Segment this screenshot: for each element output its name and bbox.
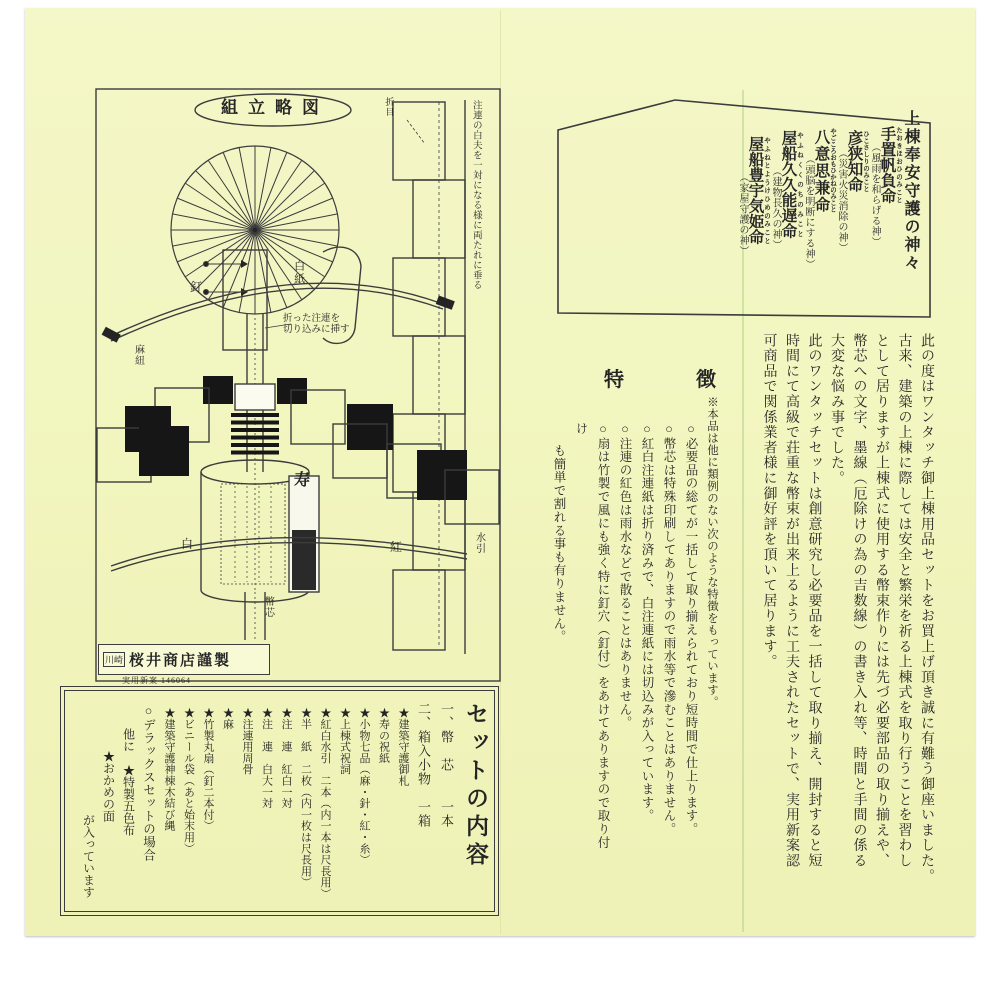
mizuhiki-label: 水引 bbox=[473, 532, 485, 554]
intro-column: として居りますが上棟式に使用する幣束作りには先づ必要部品の取り揃えや、 bbox=[874, 333, 889, 869]
deity-desc: （頭脳を明断にする神） bbox=[803, 154, 814, 270]
deity-name bbox=[813, 104, 836, 310]
contents-item: ★麻 bbox=[221, 707, 234, 730]
contents-item: ★建築守護御札 bbox=[397, 707, 409, 787]
nail-arrows bbox=[204, 260, 249, 296]
heishin-label: 幣芯 bbox=[262, 596, 274, 618]
features-list bbox=[552, 396, 722, 860]
white-paper-label: 白紙 bbox=[292, 260, 305, 286]
diamond-cascade-left bbox=[97, 388, 209, 482]
deity-ruby: やふねくくのちのみこと bbox=[796, 130, 803, 239]
contents-line: 一、幣 芯 一本 bbox=[439, 702, 454, 828]
intro-column: 大変な悩み事でした。 bbox=[829, 333, 844, 486]
contents-item: ★半 紙 二枚（内一枚は尺長用） bbox=[299, 707, 312, 888]
contents-item: ★寿の祝紙 bbox=[377, 707, 390, 764]
contents-item: ★上棟式祝詞 bbox=[338, 707, 351, 775]
feature-bullet: ○扇は竹製で風にも強く特に釘穴（釘付）をあけてありますので取り付け bbox=[574, 422, 610, 850]
deluxe-line: ★おかめの面 bbox=[101, 750, 116, 822]
kotobuki-mark: 寿 bbox=[294, 472, 311, 489]
contents-item: ★竹製丸扇（釘二本付） bbox=[202, 707, 214, 832]
contents-item: ★紅白水引 二本（内一本は尺長用） bbox=[319, 707, 331, 900]
intro-column: 此のワンタッチセットは創意研究し必要品を一括して取り揃え、開封すると短 bbox=[806, 333, 822, 869]
deity-name-text: 屋船久久能遅命 bbox=[779, 130, 797, 239]
features-heading: 特 徴 bbox=[604, 369, 742, 391]
deity-plaque bbox=[562, 104, 918, 310]
assembly-diagram bbox=[95, 88, 501, 682]
intro-column: 時間にて高級で荘重な幣束が出来上るように工夫されたセットで、実用新案認 bbox=[784, 333, 799, 869]
feature-bullet: ○紅白注連紙は折り済みで、白注連紙には切込みが入っています。 bbox=[640, 422, 654, 823]
contents-list bbox=[70, 694, 492, 906]
insert-note bbox=[283, 314, 350, 336]
intro-column: 幣芯への文字、墨線（厄除けの為の吉数線）の書き入れ等、時間と手間の係る bbox=[851, 333, 867, 869]
white-rope-label: 白 bbox=[181, 537, 194, 551]
diamond-cascade-right bbox=[291, 390, 499, 524]
feature-bullet: ○必要品の総てが一括して取り揃えられており短時間で仕上ります。 bbox=[684, 422, 698, 836]
contents-item: ★ビニール袋（あと始末用） bbox=[182, 707, 195, 854]
deity-name bbox=[879, 104, 902, 310]
feature-bullet-wrap: も簡単で割れる事も有りません。 bbox=[552, 444, 566, 644]
deity-name bbox=[846, 104, 869, 310]
intro-column: 可商品で関係業者様に御好評を頂いて居ります。 bbox=[761, 333, 777, 670]
maker-box bbox=[98, 644, 270, 675]
fold-label: 折目 bbox=[384, 97, 395, 117]
plaque-title: 上棟奉安守護の神々 bbox=[902, 110, 919, 272]
contents-item: ★注連用周骨 bbox=[241, 707, 253, 775]
deity-desc: （風雨を和らげる神） bbox=[869, 142, 880, 247]
deity-desc: （災害火災消除の神） bbox=[836, 148, 847, 253]
deluxe-line: ○デラックスセットの場合 bbox=[141, 704, 156, 862]
deity-name-text: 手置帆負命 bbox=[878, 126, 896, 204]
deity-name-text: 彦狭知命 bbox=[845, 130, 863, 192]
deity-desc: （家屋守護の神） bbox=[737, 172, 748, 256]
intro-column: 古来、建築の上棟に際しては安全と繁栄を祈る上棟式を取り行うことを習わし bbox=[896, 333, 912, 869]
maker-name: 桜井商店謹製 bbox=[129, 653, 232, 669]
intro-paragraph bbox=[755, 333, 937, 915]
contents-item: ★注 連 白大一対 bbox=[260, 707, 273, 809]
nail-label: 釘 bbox=[190, 280, 203, 294]
deity-name bbox=[747, 104, 770, 310]
insert-note-line1: 折った注連を bbox=[283, 314, 341, 324]
diagram-title: 組立略図 bbox=[221, 98, 329, 117]
deity-ruby: ひこさしりのみこと bbox=[862, 130, 869, 192]
intro-column: 此の度はワンタッチ御上棟用品セットをお買上げ頂き誠に有難う御座いました。 bbox=[919, 333, 934, 884]
deity-name bbox=[780, 104, 803, 310]
feature-bullet: ○注連の紅色は雨水などで散ることはありません。 bbox=[618, 422, 632, 730]
fold-pointer bbox=[407, 120, 425, 144]
deity-ruby: たおきほおひのみこと bbox=[895, 126, 902, 204]
maker-city: 川崎 bbox=[103, 652, 125, 667]
contents-item: ★小物七品（麻・針・紅・糸） bbox=[358, 707, 370, 866]
upper-rope bbox=[102, 280, 455, 342]
deluxe-line: 他に ★特製五色布 bbox=[121, 728, 136, 836]
patent-number: 実用新案 146064 bbox=[122, 676, 191, 685]
red-rope-label: 紅 bbox=[390, 540, 403, 554]
features-note: ※本品は他に類例のない次のような特徴をもっています。 bbox=[706, 396, 718, 708]
feature-bullet: ○幣芯は特殊印刷してありますので雨水等で滲むことはありません。 bbox=[662, 422, 676, 836]
shide-side-note: 注連の白夫を一対になる様に両たれに垂る bbox=[470, 100, 481, 290]
deity-ruby: やふねとようけひめのみこと bbox=[763, 136, 770, 245]
deity-ruby: やごころおもひかねのみこと bbox=[829, 128, 836, 213]
insert-note-line2: 切り込みに挿す bbox=[283, 324, 350, 335]
contents-item: ★建築守護神棟木結び縄 bbox=[163, 707, 175, 832]
contents-item: ★注 連 紅白一対 bbox=[280, 707, 292, 809]
hemp-cord-label: 麻紐 bbox=[132, 344, 144, 366]
deity-desc: （建物長久の神） bbox=[770, 166, 781, 250]
contents-heading: セットの内容 bbox=[463, 702, 488, 870]
deity-name-text: 屋船豊宇気姫命 bbox=[746, 136, 764, 245]
deluxe-line: が入っています bbox=[81, 814, 96, 898]
deity-name-text: 八意思兼命 bbox=[812, 128, 830, 213]
shide-strip bbox=[393, 100, 465, 654]
contents-line: 二、箱入小物 一箱 bbox=[416, 702, 431, 828]
